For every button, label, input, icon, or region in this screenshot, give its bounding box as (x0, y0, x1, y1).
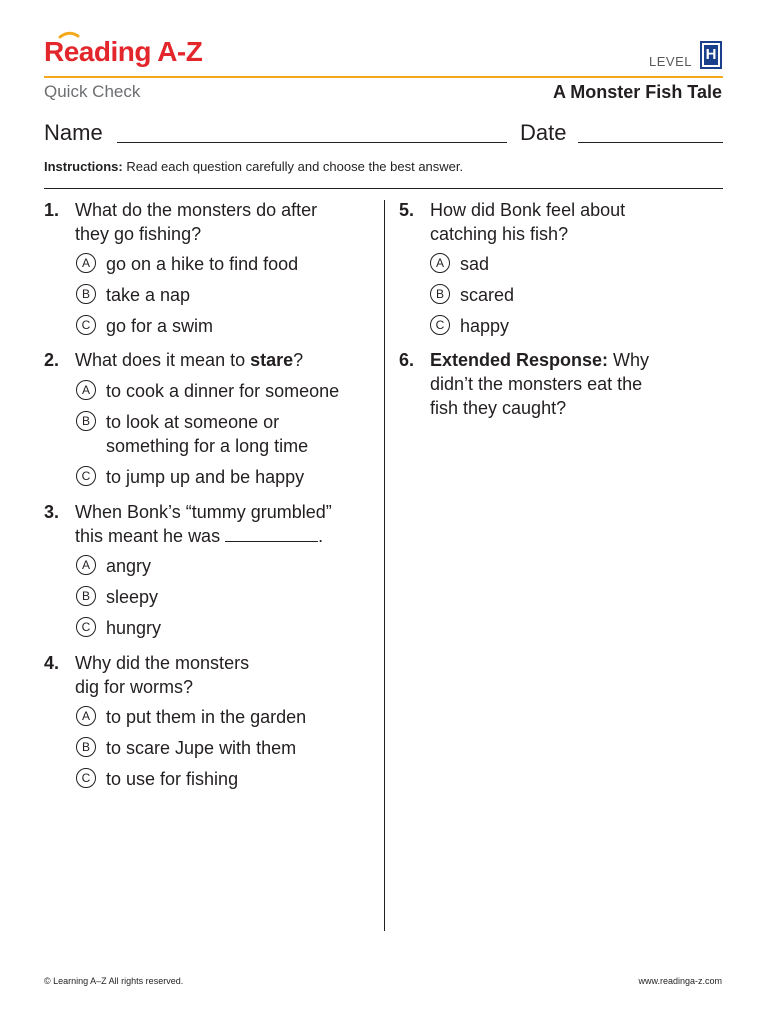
extended-response-label: Extended Response: (430, 350, 609, 370)
option-text: go for a swim (106, 316, 214, 336)
question-line: dig for worms? (75, 677, 194, 697)
vocab-word: stare (250, 350, 294, 370)
question-line: What do the monsters do after (75, 200, 318, 220)
option-bubble[interactable]: B (76, 586, 96, 606)
option-bubble[interactable]: B (76, 411, 96, 431)
question-text (75, 651, 249, 699)
option-text: to jump up and be happy (106, 467, 305, 487)
option-bubble[interactable]: A (76, 706, 96, 726)
option-bubble[interactable]: B (430, 284, 450, 304)
question-number: 3. (44, 502, 60, 522)
option-text (106, 410, 308, 458)
option-text: to scare Jupe with them (106, 738, 297, 758)
option-text: angry (106, 556, 152, 576)
page-title: A Monster Fish Tale (552, 82, 722, 102)
option-text: to use for fishing (106, 769, 239, 789)
option-bubble[interactable]: A (76, 380, 96, 400)
question-text (75, 500, 332, 548)
option-bubble[interactable]: A (76, 555, 96, 575)
level-letter: H (705, 46, 717, 63)
option-text: take a nap (106, 285, 191, 305)
option-text: to cook a dinner for someone (106, 381, 340, 401)
question-number: 6. (399, 350, 415, 370)
option-text: sleepy (106, 587, 159, 607)
question-line-end: . (318, 526, 324, 546)
date-label: Date (520, 120, 567, 145)
answer-blank (225, 524, 318, 542)
website-link[interactable]: www.readinga-z.com (638, 976, 722, 986)
question-tail: ? (293, 350, 304, 370)
question-text (75, 348, 303, 372)
option-bubble[interactable]: A (430, 253, 450, 273)
header-divider (44, 76, 723, 78)
question-line: When Bonk’s “tummy grumbled” (75, 502, 332, 522)
logo-swoosh-icon (58, 30, 80, 39)
option-text: scared (460, 285, 515, 305)
instructions-lead: Instructions: (44, 159, 123, 174)
option-bubble[interactable]: A (76, 253, 96, 273)
instructions-divider (44, 188, 723, 189)
instructions-text: Read each question carefully and choose the best answer. (122, 159, 464, 174)
instructions (44, 158, 463, 176)
option-bubble[interactable]: C (76, 315, 96, 335)
option-bubble[interactable]: C (76, 768, 96, 788)
question-line: catching his fish? (430, 224, 569, 244)
question-number: 2. (44, 350, 60, 370)
option-line: to look at someone or (106, 412, 280, 432)
question-line-tail: Why (608, 350, 650, 370)
option-text: hungry (106, 618, 162, 638)
question-line: they go fishing? (75, 224, 202, 244)
option-bubble[interactable]: C (430, 315, 450, 335)
question-line-start: this meant he was (75, 526, 221, 546)
option-text: go on a hike to find food (106, 254, 299, 274)
question-line (430, 348, 649, 372)
option-text: happy (460, 316, 510, 336)
date-field[interactable] (578, 142, 723, 143)
option-line: something for a long time (106, 436, 309, 456)
option-bubble[interactable]: C (76, 617, 96, 637)
option-text: sad (460, 254, 490, 274)
question-line: fish they caught? (430, 398, 567, 418)
option-text: to put them in the garden (106, 707, 307, 727)
name-label: Name (44, 120, 103, 145)
column-divider (384, 200, 385, 931)
name-field[interactable] (117, 142, 507, 143)
question-line (75, 524, 332, 548)
question-line: Why did the monsters (75, 653, 250, 673)
question-line: didn’t the monsters eat the (430, 374, 643, 394)
question-text (430, 198, 625, 246)
copyright: © Learning A–Z All rights reserved. (44, 976, 184, 986)
question-lead: What does it mean to (75, 350, 251, 370)
logo-text: Reading A-Z (44, 36, 203, 67)
question-number: 1. (44, 200, 60, 220)
question-line: How did Bonk feel about (430, 200, 626, 220)
option-bubble[interactable]: C (76, 466, 96, 486)
page-subtitle: Quick Check (44, 82, 141, 101)
level-label: LEVEL (649, 54, 692, 69)
option-bubble[interactable]: B (76, 737, 96, 757)
question-text (75, 198, 317, 246)
level-badge (700, 41, 722, 69)
question-number: 5. (399, 200, 415, 220)
question-number: 4. (44, 653, 60, 673)
option-bubble[interactable]: B (76, 284, 96, 304)
question-text (430, 348, 649, 420)
